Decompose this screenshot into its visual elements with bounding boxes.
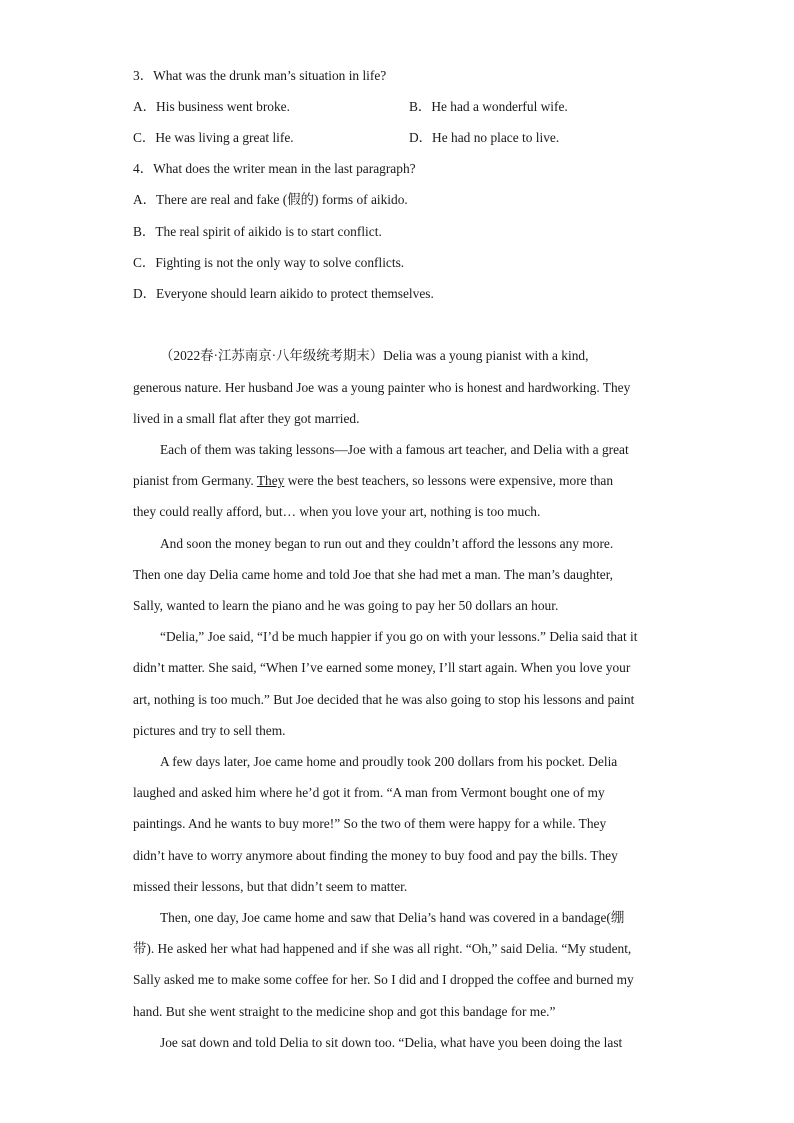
- question-3-stem: 3．What was the drunk man’s situation in life?: [133, 68, 387, 83]
- passage-line: Then, one day, Joe came home and saw that Delia’s hand was covered in a bandage(绷: [160, 910, 625, 925]
- passage-line: Then one day Delia came home and told Joe that she had met a man. The man’s daughter,: [133, 567, 614, 582]
- passage-line: art, nothing is too much.” But Joe decided that he was also going to stop his lessons and paint: [133, 692, 635, 707]
- passage-line: Sally asked me to make some coffee for her. So I did and I dropped the coffee and burned my: [133, 972, 634, 987]
- question-4-option-d: D．Everyone should learn aikido to protect themselves.: [133, 286, 434, 301]
- passage-line-with-underline: [133, 472, 613, 490]
- question-3-option-d: D．He had no place to live.: [409, 130, 560, 145]
- question-4-option-b: B．The real spirit of aikido is to start conflict.: [133, 224, 382, 239]
- passage-line: didn’t matter. She said, “When I’ve earned some money, I’ll start again. When you love your: [133, 660, 631, 675]
- passage-line: Joe sat down and told Delia to sit down too. “Delia, what have you been doing the last: [160, 1035, 623, 1050]
- underlined-word-they: They: [256, 473, 285, 488]
- passage-line: generous nature. Her husband Joe was a young painter who is honest and hardworking. They: [133, 380, 631, 395]
- passage-line: A few days later, Joe came home and proudly took 200 dollars from his pocket. Delia: [160, 754, 618, 769]
- question-3-option-a: A．His business went broke.: [133, 99, 290, 114]
- passage-line: missed their lessons, but that didn’t seem to matter.: [133, 879, 408, 894]
- passage-line-part: pianist from Germany.: [133, 473, 257, 488]
- passage-line: Each of them was taking lessons—Joe with a famous art teacher, and Delia with a great: [160, 442, 629, 457]
- passage-line: hand. But she went straight to the medicine shop and got this bandage for me.”: [133, 1004, 556, 1019]
- passage-line: they could really afford, but… when you love your art, nothing is too much.: [133, 504, 541, 519]
- passage-source: （2022春·江苏南京·八年级统考期末）: [160, 348, 384, 363]
- passage-first-line: [160, 347, 588, 365]
- question-3-option-c: C．He was living a great life.: [133, 130, 294, 145]
- question-3-option-b: B．He had a wonderful wife.: [409, 99, 568, 114]
- passage-line: laughed and asked him where he’d got it from. “A man from Vermont bought one of my: [133, 785, 605, 800]
- passage-line: 带). He asked her what had happened and if she was all right. “Oh,” said Delia. “My student,: [133, 941, 632, 956]
- passage-line: lived in a small flat after they got married.: [133, 411, 360, 426]
- passage-line: paintings. And he wants to buy more!” So the two of them were happy for a while. They: [133, 816, 607, 831]
- passage-line: And soon the money began to run out and they couldn’t afford the lessons any more.: [160, 536, 614, 551]
- passage-line: pictures and try to sell them.: [133, 723, 286, 738]
- passage-line-part: were the best teachers, so lessons were expensive, more than: [284, 473, 614, 488]
- question-4-stem: 4．What does the writer mean in the last paragraph?: [133, 161, 416, 176]
- passage-line: Delia was a young pianist with a kind,: [383, 348, 589, 363]
- question-4-option-c: C．Fighting is not the only way to solve conflicts.: [133, 255, 405, 270]
- question-4-option-a: A．There are real and fake (假的) forms of aikido.: [133, 192, 408, 207]
- passage-line: “Delia,” Joe said, “I’d be much happier if you go on with your lessons.” Delia said that it: [160, 629, 638, 644]
- passage-line: didn’t have to worry anymore about finding the money to buy food and pay the bills. They: [133, 848, 618, 863]
- passage-line: Sally, wanted to learn the piano and he was going to pay her 50 dollars an hour.: [133, 598, 559, 613]
